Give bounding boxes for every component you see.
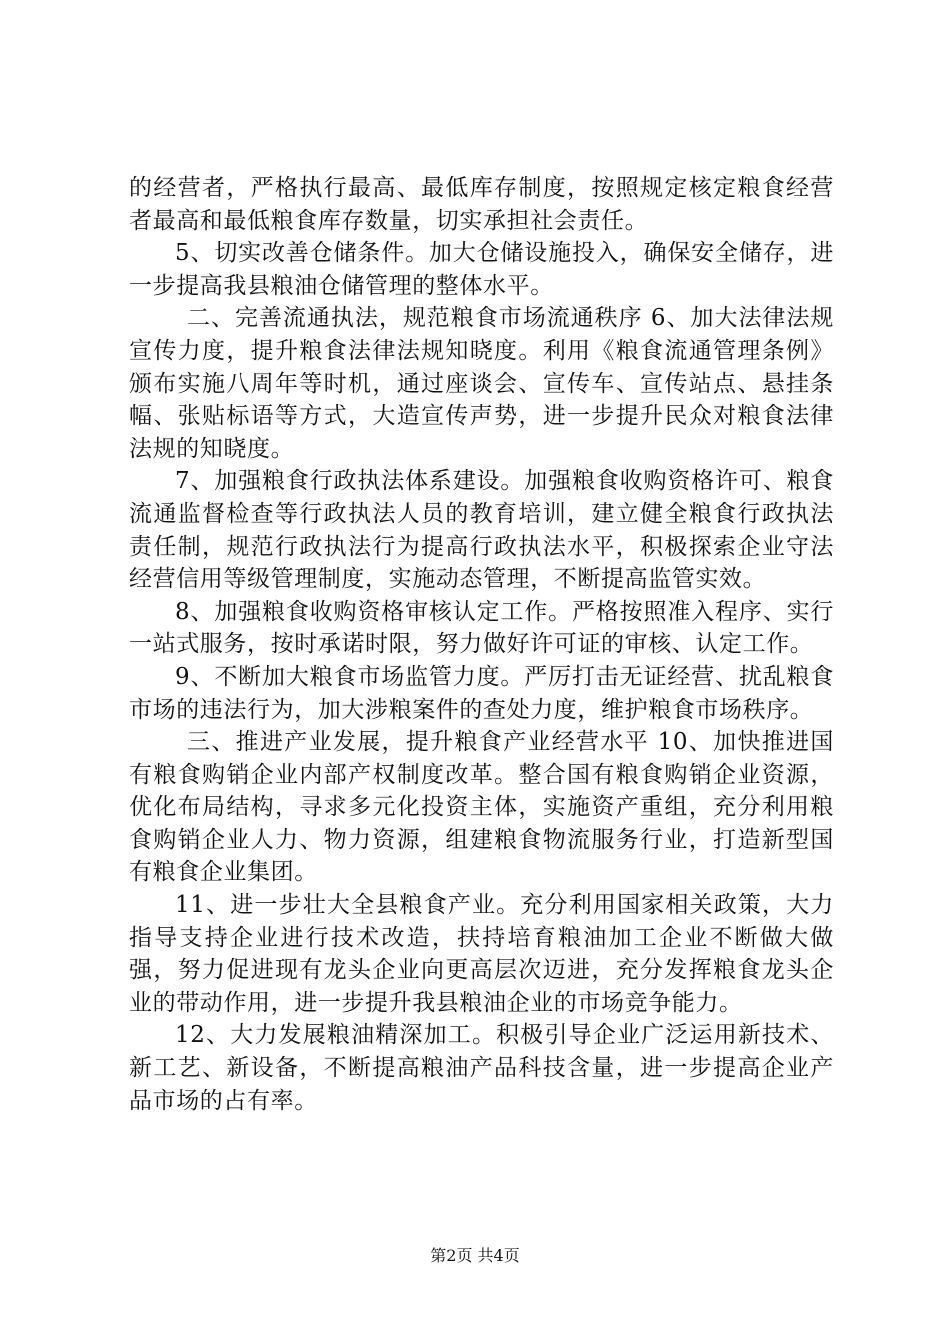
paragraph-continuation: 的经营者，严格执行最高、最低库存制度，按照规定核定粮食经营者最高和最低粮食库存数量，切实承担社会责任。 <box>129 175 834 234</box>
paragraph-item-12: 12、大力发展粮油精深加工。积极引导企业广泛运用新技术、新工艺、新设备，不断提高粮油产品科技含量，进一步提高企业产品市场的占有率。 <box>129 1022 834 1114</box>
page-footer: 第2页 共4页 <box>430 1246 520 1265</box>
paragraph-item-7: 7、加强粮食行政执法体系建设。加强粮食收购资格许可、粮食流通监督检查等行政执法人员的教育培训，建立健全粮食行政执法责任制，规范行政执法行为提高行政执法水平，积极探索企业守法经营信用等级管理制度，实施动态管理，不断提高监管实效。 <box>129 468 834 593</box>
document-body <box>129 172 834 1117</box>
section-3-heading-paragraph: 三、推进产业发展，提升粮食产业经营水平 10、加快推进国有粮食购销企业内部产权制度改革。整合国有粮食购销企业资源，优化布局结构，寻求多元化投资主体，实施资产重组，充分利用粮食购销企业人力、物力资源，组建粮食物流服务行业，打造新型国有粮食企业集团。 <box>129 729 834 886</box>
paragraph-item-11: 11、进一步壮大全县粮食产业。充分利用国家相关政策，大力指导支持企业进行技术改造，扶持培育粮油加工企业不断做大做强，努力促进现有龙头企业向更高层次迈进，充分发挥粮食龙头企业的带动作用，进一步提升我县粮油企业的市场竞争能力。 <box>129 892 834 1016</box>
paragraph-item-9: 9、不断加大粮食市场监管力度。严厉打击无证经营、扰乱粮食市场的违法行为，加大涉粮案件的查处力度，维护粮食市场秩序。 <box>129 663 834 723</box>
section-2-heading-paragraph: 二、完善流通执法，规范粮食市场流通秩序 6、加大法律法规宣传力度，提升粮食法律法规知晓度。利用《粮食流通管理条例》颁布实施八周年等时机，通过座谈会、宣传车、宣传站点、悬挂条幅、张贴标语等方式，大造宣传声势，进一步提升民众对粮食法律法规的知晓度。 <box>129 305 834 462</box>
paragraph-item-8: 8、加强粮食收购资格审核认定工作。严格按照准入程序、实行一站式服务，按时承诺时限，努力做好许可证的审核、认定工作。 <box>129 598 834 658</box>
paragraph-item-5: 5、切实改善仓储条件。加大仓储设施投入，确保安全储存，进一步提高我县粮油仓储管理的整体水平。 <box>129 240 834 299</box>
